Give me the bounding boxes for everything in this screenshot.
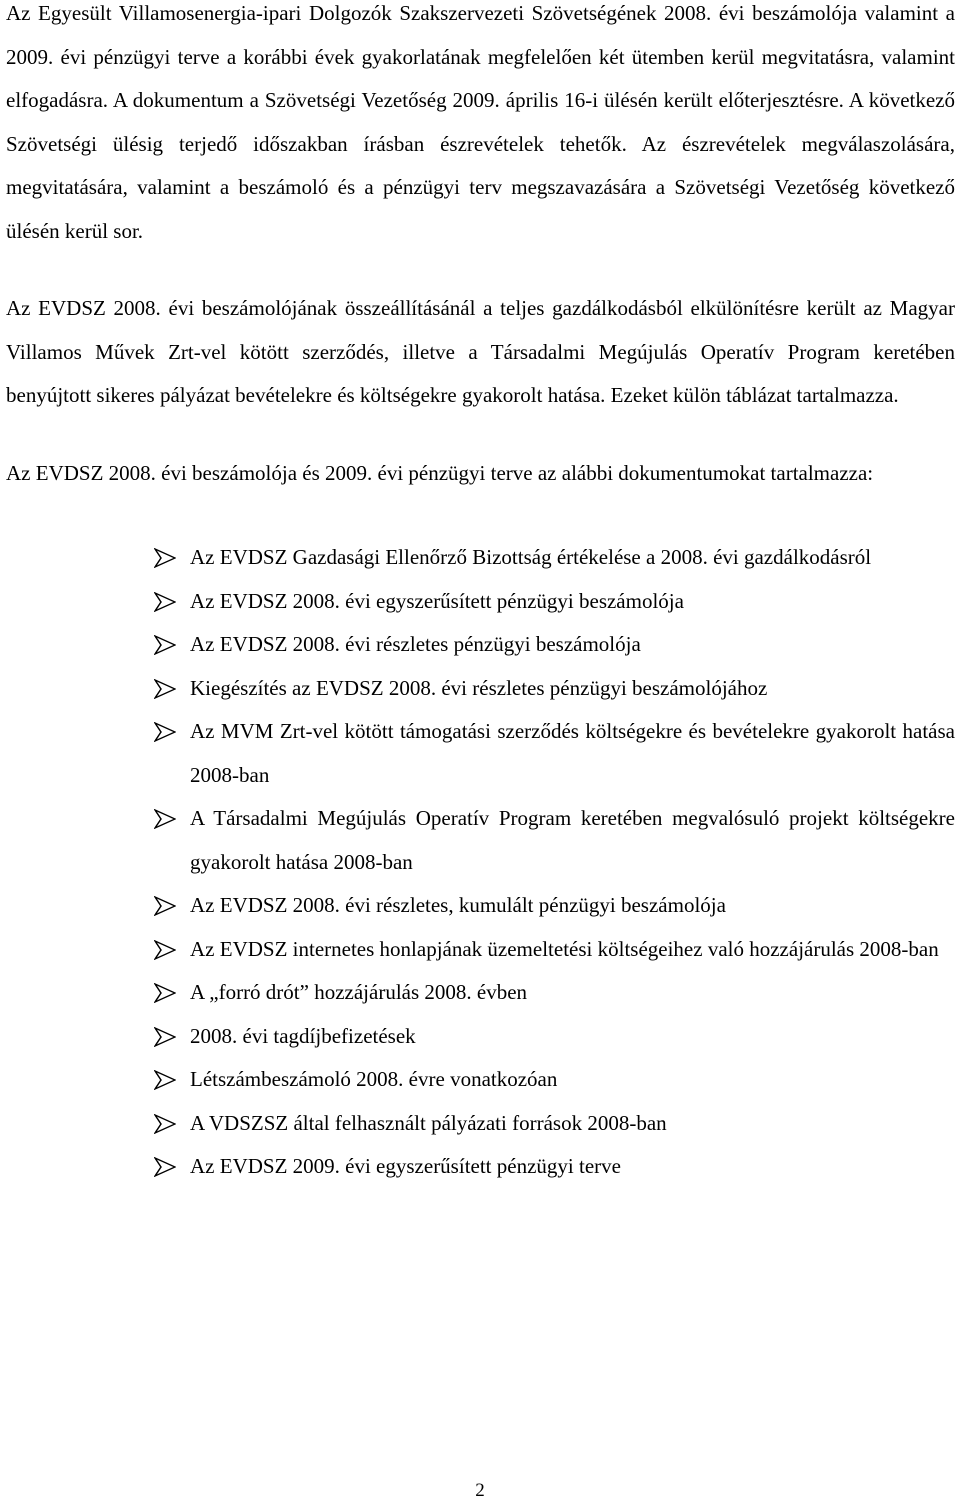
list-item-text: Az EVDSZ 2008. évi részletes, kumulált pénzügyi beszámolója xyxy=(190,893,726,917)
arrowhead-bullet-icon xyxy=(154,1027,176,1047)
page-number: 2 xyxy=(475,1480,485,1501)
arrowhead-bullet-icon xyxy=(154,1157,176,1177)
list-item xyxy=(6,623,955,667)
list-item xyxy=(6,797,955,884)
document-list xyxy=(6,536,955,1189)
list-item-text: A VDSZSZ által felhasznált pályázati források 2008-ban xyxy=(190,1110,667,1135)
list-item xyxy=(6,536,955,580)
list-item xyxy=(6,710,955,797)
list-item xyxy=(6,1102,955,1146)
list-item-text: Az EVDSZ internetes honlapjának üzemeltetési költségeihez való hozzájárulás 2008-ban xyxy=(190,936,939,961)
list-item-text: Kiegészítés az EVDSZ 2008. évi részletes pénzügyi beszámolójához xyxy=(190,675,768,700)
arrowhead-bullet-icon xyxy=(154,983,176,1003)
arrowhead-bullet-icon xyxy=(154,809,176,829)
arrowhead-bullet-icon xyxy=(154,940,176,960)
arrowhead-bullet-icon xyxy=(154,722,176,742)
list-item-text: 2008. évi tagdíjbefizetések xyxy=(190,1023,416,1048)
evdsz-summary-paragraph: Az EVDSZ 2008. évi beszámolójának összeállításánál a teljes gazdálkodásból elkülönítésre került az Magyar Villamos Művek Zrt-vel kötött szerződés, illetve a Társadalmi Megújulás Operatív Program keretében benyújtott sikeres pályázat bevételekre és költségekre gyakorolt hatása. Ezeket külön táblázat tartalmazza. xyxy=(6,296,955,407)
arrowhead-bullet-icon xyxy=(154,1114,176,1134)
arrowhead-bullet-icon xyxy=(154,1070,176,1090)
document-page xyxy=(6,0,955,1189)
list-item-text: Az EVDSZ Gazdasági Ellenőrző Bizottság értékelése a 2008. évi gazdálkodásról xyxy=(190,545,872,569)
list-item xyxy=(6,1015,955,1059)
list-item-text: A „forró drót” hozzájárulás 2008. évben xyxy=(190,980,528,1004)
list-item xyxy=(6,667,955,711)
arrowhead-bullet-icon xyxy=(154,896,176,916)
arrowhead-bullet-icon xyxy=(154,548,176,568)
list-item-text: Létszámbeszámoló 2008. évre vonatkozóan xyxy=(190,1067,558,1091)
list-item-text: A Társadalmi Megújulás Operatív Program keretében megvalósuló projekt költségekre gyakorolt hatása 2008-ban xyxy=(190,806,955,874)
list-item-text: Az MVM Zrt-vel kötött támogatási szerződés költségekre és bevételekre gyakorolt hatása 2008-ban xyxy=(190,719,955,787)
list-item xyxy=(6,928,955,972)
list-item xyxy=(6,1145,955,1189)
list-item-text: Az EVDSZ 2008. évi egyszerűsített pénzügyi beszámolója xyxy=(190,588,684,613)
list-item xyxy=(6,884,955,928)
list-item-text: Az EVDSZ 2008. évi részletes pénzügyi beszámolója xyxy=(190,632,641,656)
list-item xyxy=(6,580,955,624)
contents-intro-paragraph: Az EVDSZ 2008. évi beszámolója és 2009. évi pénzügyi terve az alábbi dokumentumokat tartalmazza: xyxy=(6,460,874,485)
arrowhead-bullet-icon xyxy=(154,592,176,612)
arrowhead-bullet-icon xyxy=(154,679,176,699)
list-item-text: Az EVDSZ 2009. évi egyszerűsített pénzügyi terve xyxy=(190,1154,621,1178)
list-item xyxy=(6,971,955,1015)
intro-paragraph: Az Egyesült Villamosenergia-ipari Dolgozók Szakszervezeti Szövetségének 2008. évi beszámolója valamint a 2009. évi pénzügyi terve a korábbi évek gyakorlatának megfelelően két ütemben kerül megvitatásra, valamint elfogadásra. A dokumentum a Szövetségi Vezetőség 2009. április 16-i ülésén került előterjesztésre. A következő Szövetségi ülésig terjedő időszakban írásban észrevételek tehetők. Az észrevételek megválaszolására, megvitatására, valamint a beszámoló és a pénzügyi terv megszavazására a Szövetségi Vezetőség következő ülésén kerül sor. xyxy=(6,1,955,243)
list-item xyxy=(6,1058,955,1102)
arrowhead-bullet-icon xyxy=(154,635,176,655)
